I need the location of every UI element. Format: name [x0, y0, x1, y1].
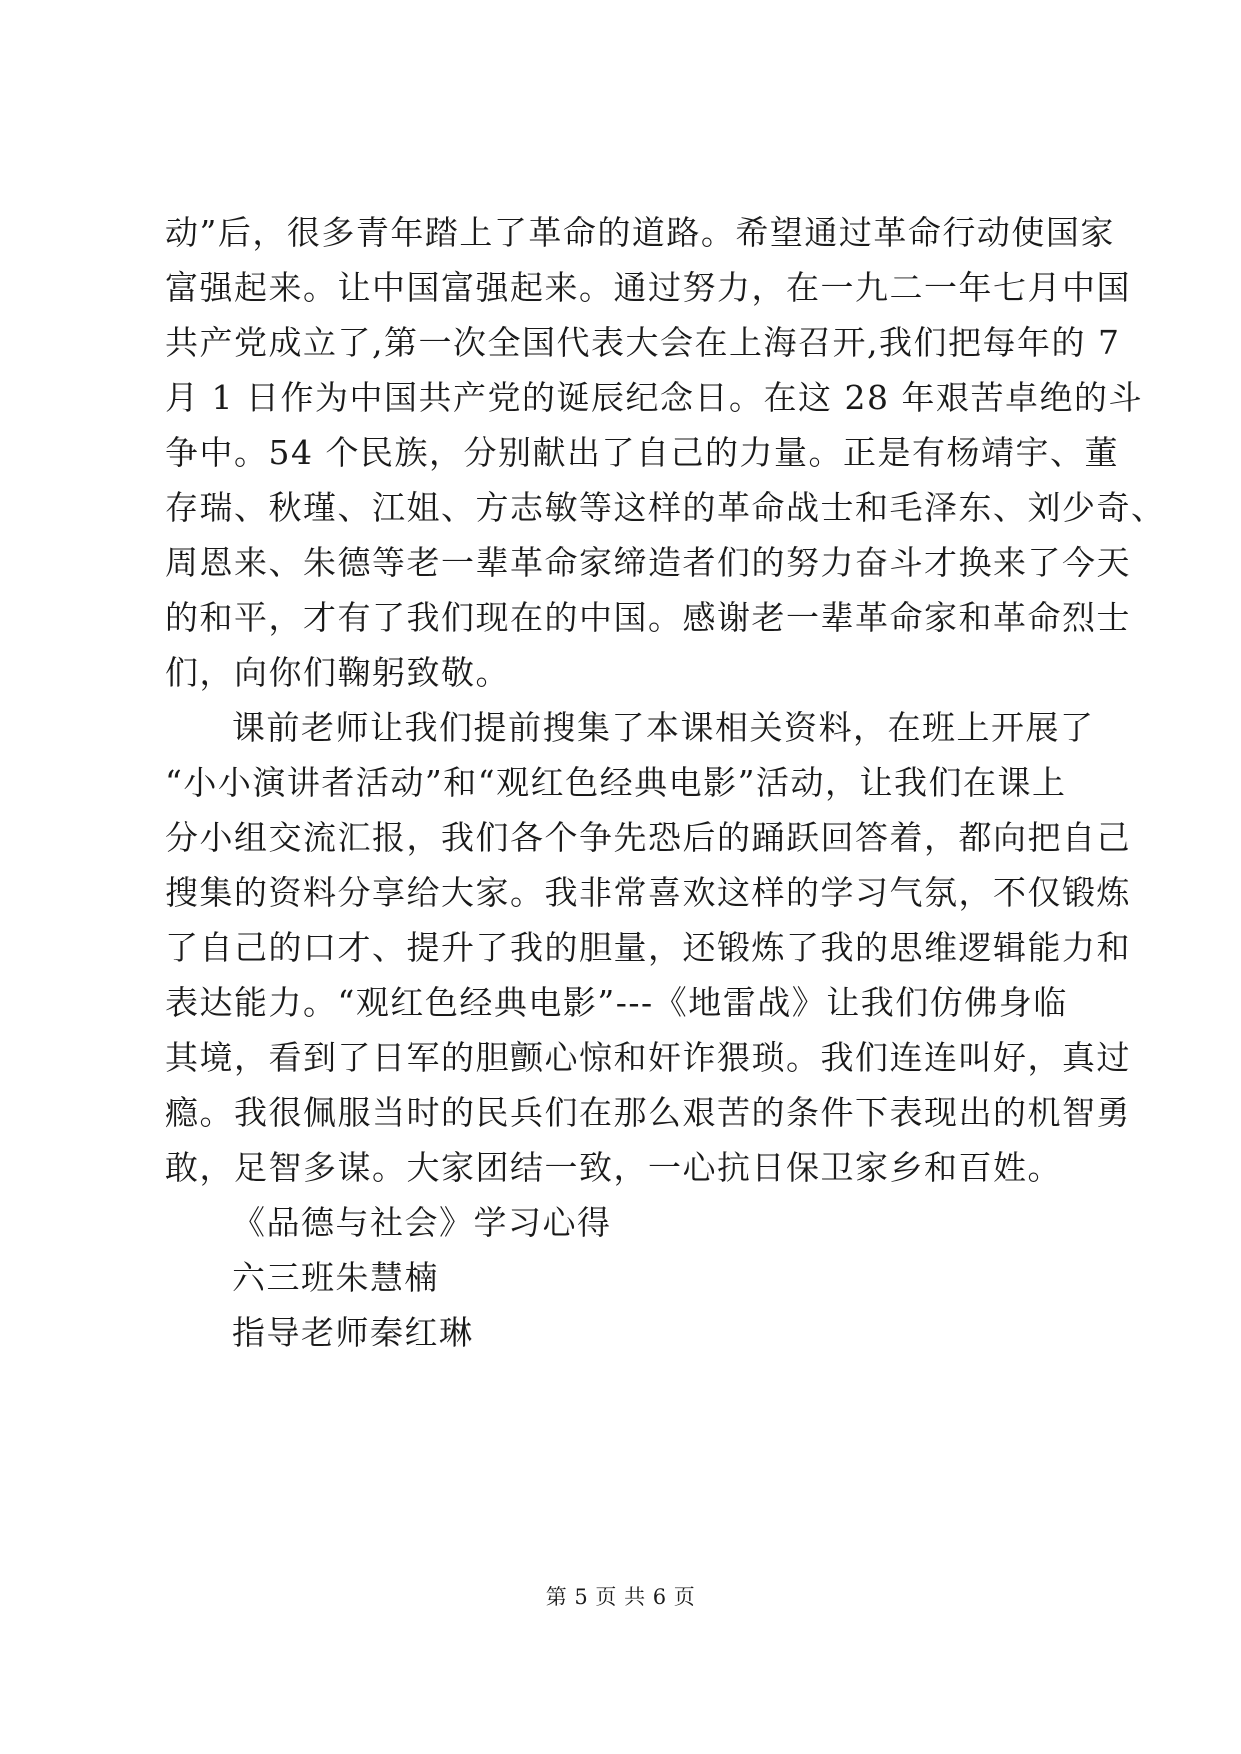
body-line: 们，向你们鞠躬致敬。	[165, 653, 510, 692]
page-number-footer: 第 5 页 共 6 页	[545, 1585, 696, 1609]
body-line: 富强起来。让中国富强起来。通过努力，在一九二一年七月中国	[165, 268, 1131, 307]
body-line: 分小组交流汇报，我们各个争先恐后的踊跃回答着，都向把自己	[165, 818, 1131, 857]
teacher-line: 指导老师秦红琳	[232, 1313, 474, 1352]
body-line: 共产党成立了,第一次全国代表大会在上海召开,我们把每年的 7	[165, 323, 1121, 362]
body-line: 周恩来、朱德等老一辈革命家缔造者们的努力奋斗才换来了今天	[165, 543, 1131, 582]
body-line: 敢，足智多谋。大家团结一致，一心抗日保卫家乡和百姓。	[165, 1148, 1062, 1187]
body-line: 了自己的口才、提升了我的胆量，还锻炼了我的思维逻辑能力和	[165, 928, 1131, 967]
author-line: 六三班朱慧楠	[232, 1258, 439, 1297]
body-line: 瘾。我很佩服当时的民兵们在那么艰苦的条件下表现出的机智勇	[165, 1093, 1131, 1132]
body-line: 动”后，很多青年踏上了革命的道路。希望通过革命行动使国家	[165, 213, 1115, 252]
body-line: 其境，看到了日军的胆颤心惊和奸诈猥琐。我们连连叫好，真过	[165, 1038, 1131, 1077]
body-line: 的和平，才有了我们现在的中国。感谢老一辈革命家和革命烈士	[165, 598, 1131, 637]
body-line: “小小演讲者活动”和“观红色经典电影”活动，让我们在课上	[165, 763, 1067, 802]
paragraph-first-line: 课前老师让我们提前搜集了本课相关资料，在班上开展了	[232, 708, 1095, 747]
body-line: 表达能力。“观红色经典电影”---《地雷战》让我们仿佛身临	[165, 983, 1068, 1022]
body-line: 月 1 日作为中国共产党的诞辰纪念日。在这 28 年艰苦卓绝的斗	[165, 378, 1143, 417]
essay-title: 《品德与社会》学习心得	[232, 1203, 612, 1242]
body-line: 争中。54 个民族，分别献出了自己的力量。正是有杨靖宇、董	[165, 433, 1119, 472]
body-line: 搜集的资料分享给大家。我非常喜欢这样的学习气氛，不仅锻炼	[165, 873, 1131, 912]
body-line: 存瑞、秋瑾、江姐、方志敏等这样的革命战士和毛泽东、刘少奇、	[165, 488, 1166, 527]
